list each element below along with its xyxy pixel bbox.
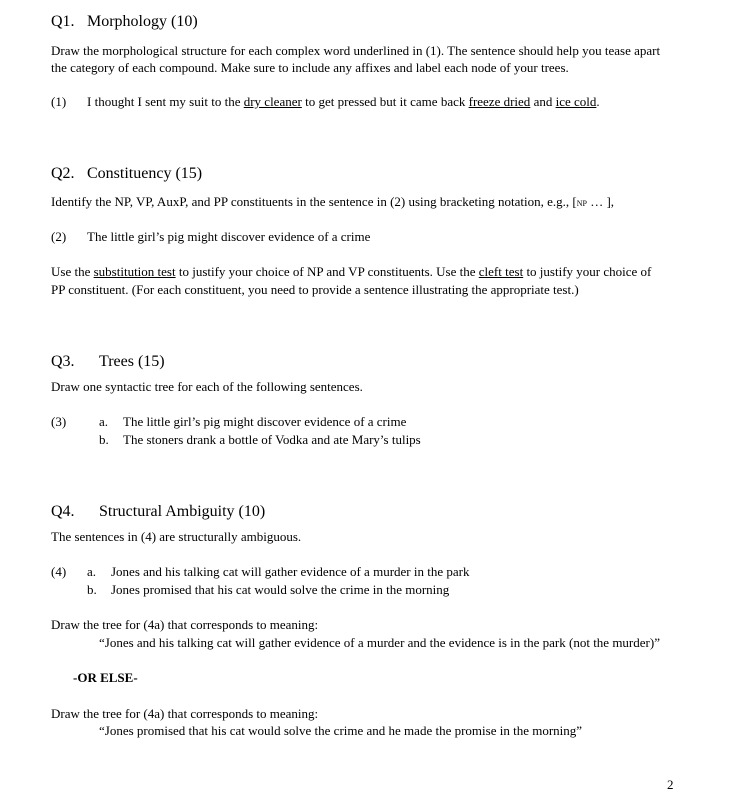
q1-title: Morphology (10) bbox=[87, 13, 198, 30]
q1-example-text-middle1: to get pressed but it came back bbox=[301, 94, 469, 109]
q3-b-label: b. bbox=[99, 432, 109, 447]
q4-b-sentence: Jones promised that his cat would solve the crime in the morning bbox=[111, 582, 450, 597]
q4-number: Q4. bbox=[51, 503, 75, 520]
q2-title: Constituency (15) bbox=[87, 165, 203, 182]
q1-example-text-end: . bbox=[596, 94, 600, 109]
q4-b-label: b. bbox=[87, 582, 97, 597]
q2-cleft-test: cleft test bbox=[478, 264, 524, 279]
q4-a-label: a. bbox=[87, 564, 97, 579]
q1-example-sentence bbox=[87, 94, 600, 110]
q1-underlined-dry-cleaner: dry cleaner bbox=[243, 94, 302, 109]
q1-example-text-middle2: and bbox=[530, 94, 556, 109]
q1-example-text-start: I thought I sent my suit to the bbox=[87, 94, 244, 109]
q3-a-sentence: The little girl’s pig might discover evidence of a crime bbox=[123, 414, 407, 429]
q2-instruction-text: Identify the NP, VP, AuxP, and PP constituents in the sentence in (2) using bracketing notation, e.g., [ bbox=[51, 194, 577, 209]
q1-underlined-freeze-dried: freeze dried bbox=[468, 94, 531, 109]
q3-a-label: a. bbox=[99, 414, 109, 429]
page-number: 2 bbox=[667, 777, 674, 792]
q2-number: Q2. bbox=[51, 165, 75, 182]
q4-or-else: -OR ELSE- bbox=[73, 670, 138, 685]
q2-paragraph-middle: to justify your choice of NP and VP constituents. Use the bbox=[175, 264, 479, 279]
q3-instruction: Draw one syntactic tree for each of the following sentences. bbox=[51, 379, 363, 394]
q4-draw-instruction-1: Draw the tree for (4a) that corresponds to meaning: bbox=[51, 617, 319, 632]
q2-paragraph-start: Use the bbox=[51, 264, 94, 279]
q2-substitution-test: substitution test bbox=[93, 264, 176, 279]
q1-underlined-ice-cold: ice cold bbox=[555, 94, 597, 109]
q1-number: Q1. bbox=[51, 13, 75, 30]
q4-example-number: (4) bbox=[51, 564, 67, 579]
q1-example-number: (1) bbox=[51, 94, 67, 109]
q3-b-sentence: The stoners drank a bottle of Vodka and ate Mary’s tulips bbox=[123, 432, 421, 447]
q3-number: Q3. bbox=[51, 353, 75, 370]
q4-a-sentence: Jones and his talking cat will gather evidence of a murder in the park bbox=[111, 564, 470, 579]
q2-example-sentence: The little girl’s pig might discover evidence of a crime bbox=[87, 229, 371, 244]
q2-paragraph-line2: PP constituent. (For each constituent, you need to provide a sentence illustrating the appropriate test.) bbox=[51, 282, 579, 297]
q4-meaning-quote-2: “Jones promised that his cat would solve the crime and he made the promise in the morning” bbox=[99, 723, 583, 738]
q2-instruction-end: … ], bbox=[586, 194, 615, 209]
q1-instruction-line1: Draw the morphological structure for each complex word underlined in (1). The sentence should help you tease apart bbox=[51, 43, 661, 58]
q2-paragraph-end: to justify your choice of bbox=[523, 264, 652, 279]
q4-meaning-quote-1: “Jones and his talking cat will gather evidence of a murder and the evidence is in the park (not the murder)” bbox=[99, 635, 660, 650]
q4-draw-instruction-2: Draw the tree for (4a) that corresponds to meaning: bbox=[51, 706, 319, 721]
q3-example-number: (3) bbox=[51, 414, 67, 429]
q2-np-subscript: NP bbox=[576, 199, 587, 208]
q4-instruction: The sentences in (4) are structurally ambiguous. bbox=[51, 529, 302, 544]
q2-example-number: (2) bbox=[51, 229, 67, 244]
q2-paragraph-line1 bbox=[51, 264, 651, 280]
q2-instruction bbox=[51, 194, 614, 210]
q4-title: Structural Ambiguity (10) bbox=[99, 503, 266, 520]
q3-title: Trees (15) bbox=[99, 353, 165, 370]
q1-instruction-line2: the category of each compound. Make sure to include any affixes and label each node of your trees. bbox=[51, 60, 569, 75]
